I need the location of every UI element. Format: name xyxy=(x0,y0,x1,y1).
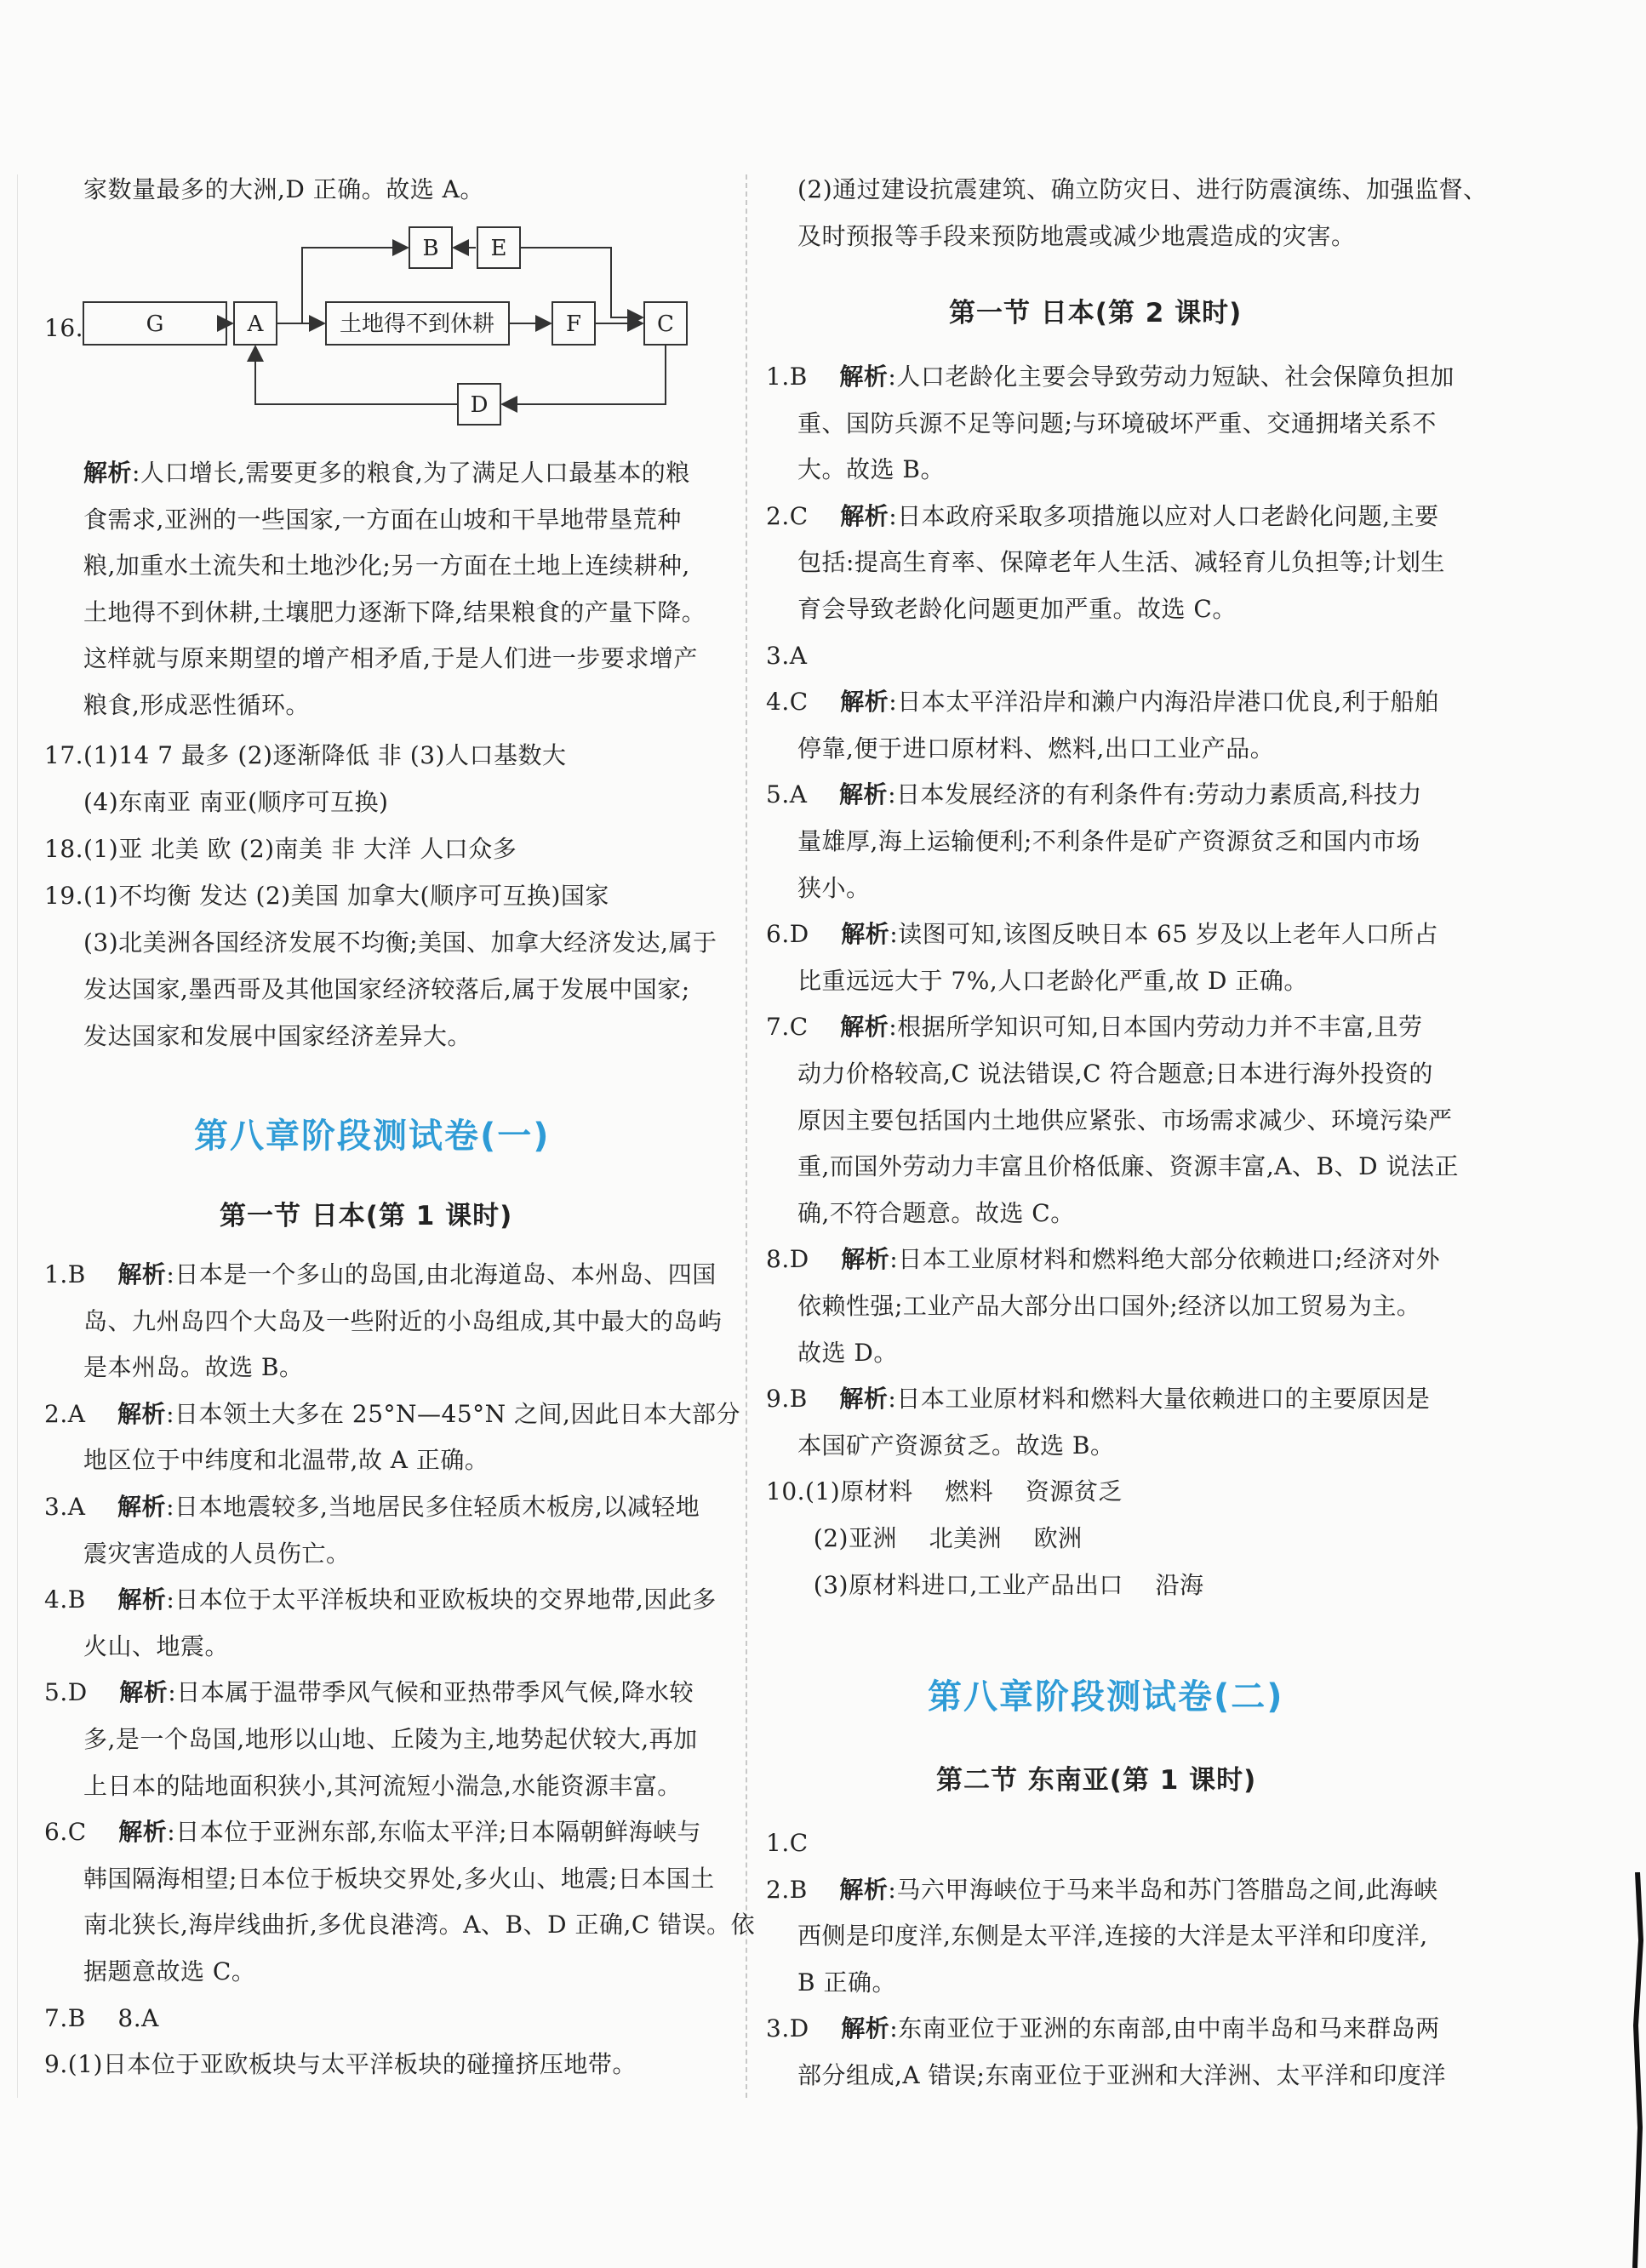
answer-text: 包括:提高生育率、保障老年人生活、减轻育儿负担等;计划生 xyxy=(797,548,1445,577)
answer-line xyxy=(797,1059,1433,1089)
answer-line xyxy=(83,1957,255,1987)
answer-line xyxy=(766,780,1422,810)
answer-line xyxy=(797,594,1237,625)
answer-text: 土地得不到休耕,土壤肥力逐渐下降,结果粮食的产量下降。 xyxy=(83,597,706,626)
answer-text: :日本位于太平洋板块和亚欧板块的交界地带,因此多 xyxy=(166,1585,717,1614)
item-number: 10.(1)原材料 燃料 资源贫乏 xyxy=(766,1477,1123,1506)
answer-text: :根据所学知识可知,日本国内劳动力并不丰富,且劳 xyxy=(889,1013,1423,1042)
analysis-keyword: 解析 xyxy=(118,1818,168,1847)
answer-text: :日本发展经济的有利条件有:劳动力素质高,科技力 xyxy=(888,780,1422,809)
analysis-keyword: 解析 xyxy=(840,501,889,530)
answer-line xyxy=(83,1910,755,1940)
answer-17-line2: (4)东南亚 南亚(顺序可互换) xyxy=(83,788,389,816)
analysis-keyword: 解析 xyxy=(117,1399,167,1428)
item-number: 8.D xyxy=(766,1245,842,1274)
analysis-keyword: 解析 xyxy=(117,1585,167,1614)
label-c: C xyxy=(657,311,674,337)
answer-text: 是本州岛。故选 B。 xyxy=(83,1353,304,1382)
answer-text: B 正确。 xyxy=(797,1968,896,1997)
answer-line xyxy=(797,1431,1114,1461)
item-number: 1.C xyxy=(766,1829,809,1857)
item-number: 2.A xyxy=(44,1399,118,1428)
answer-text: :日本是一个多山的岛国,由北海道岛、本州岛、四国 xyxy=(166,1260,717,1288)
answer-line xyxy=(797,1921,1428,1951)
item-number: 1.B xyxy=(766,363,840,391)
answer-text: :人口老龄化主要会导致劳动力短缺、社会保障负担加 xyxy=(888,363,1455,391)
answer-line xyxy=(797,826,1420,857)
answer-text: 确,不符合题意。故选 C。 xyxy=(797,1198,1075,1227)
answer-line xyxy=(797,1291,1420,1322)
answer-line xyxy=(83,1771,682,1802)
scan-shadow xyxy=(1612,1872,1646,2268)
analysis-keyword: 解析 xyxy=(840,1013,889,1042)
answer-text: 火山、地震。 xyxy=(83,1631,230,1660)
answer-line xyxy=(766,1828,809,1859)
answer-text: :日本位于亚洲东部,东临太平洋;日本隔朝鲜海峡与 xyxy=(167,1818,702,1847)
answer-line xyxy=(797,966,1308,997)
answer-line xyxy=(797,1523,1083,1554)
answer-text: 岛、九州岛四个大岛及一些附近的小岛组成,其中最大的岛屿 xyxy=(83,1306,723,1335)
item-number: 3.A xyxy=(44,1493,118,1521)
answer-line xyxy=(797,408,1437,439)
analysis-keyword: 解析 xyxy=(841,2014,890,2043)
answer-line xyxy=(797,1968,896,1998)
analysis-keyword: 解析 xyxy=(117,1493,167,1521)
answer-line xyxy=(44,1585,717,1615)
column-divider xyxy=(746,174,747,2098)
answer-line xyxy=(83,1631,229,1662)
answer-text: 粮,加重水土流失和土地沙化;另一方面在土地上连续耕种, xyxy=(83,551,690,580)
analysis-keyword: 解析 xyxy=(841,1245,890,1274)
answer-text: :东南亚位于亚洲的东南部,由中南半岛和马来群岛两 xyxy=(889,2014,1440,2043)
answer-line xyxy=(797,2060,1446,2091)
label-mid: 土地得不到休耕 xyxy=(339,311,495,337)
answer-text: 停靠,便于进口原材料、燃料,出口工业产品。 xyxy=(797,734,1275,763)
answer-text: 地区位于中纬度和北温带,故 A 正确。 xyxy=(83,1446,489,1475)
answer-text: 据题意故选 C。 xyxy=(83,1957,256,1985)
answer-line xyxy=(766,1012,1423,1043)
answer-line xyxy=(766,919,1438,950)
answer-19-line4: 发达国家和发展中国家经济差异大。 xyxy=(83,1022,472,1050)
answer-line xyxy=(83,597,706,628)
item-number: 4.B xyxy=(44,1585,118,1614)
answer-line xyxy=(797,1338,898,1368)
answer-line xyxy=(83,505,682,535)
analysis-keyword: 解析 xyxy=(119,1678,169,1707)
answer-text: :日本政府采取多项措施以应对人口老龄化问题,主要 xyxy=(889,501,1439,530)
answer-line xyxy=(44,1260,717,1290)
analysis-keyword: 解析 xyxy=(839,1875,889,1904)
section-title-2: 第一节 日本(第 2 课时) xyxy=(949,298,1243,328)
answer-text: 比重远远大于 7%,人口老龄化严重,故 D 正确。 xyxy=(797,966,1308,995)
answer-text: :日本领土大多在 25°N—45°N 之间,因此日本大部分 xyxy=(166,1399,740,1428)
label-f: F xyxy=(565,311,582,337)
label-d: D xyxy=(470,392,489,418)
question-number: 16. xyxy=(44,314,84,342)
flow-diagram xyxy=(79,217,726,433)
item-number: 1.B xyxy=(44,1260,118,1288)
label-g: G xyxy=(146,311,164,337)
text-line: 及时预报等手段来预防地震或减少地震造成的灾害。 xyxy=(797,222,1356,250)
answer-line xyxy=(83,551,690,581)
answer-text: 本国矿产资源贫乏。故选 B。 xyxy=(797,1431,1115,1460)
answer-text: 多,是一个岛国,地形以山地、丘陵为主,地势起伏较大,再加 xyxy=(83,1725,698,1753)
answer-line xyxy=(797,734,1274,764)
item-number: 7.C xyxy=(766,1013,841,1042)
answer-line xyxy=(766,1875,1438,1905)
answer-line xyxy=(44,2049,637,2080)
answer-line xyxy=(83,1539,351,1569)
answer-line xyxy=(766,501,1439,532)
answer-line xyxy=(766,1477,1123,1507)
answer-text: 韩国隔海相望;日本位于板块交界处,多火山、地震;日本国土 xyxy=(83,1864,715,1893)
answer-text: 依赖性强;工业产品大部分出口国外;经济以加工贸易为主。 xyxy=(797,1292,1421,1320)
answer-19-line3: 发达国家,墨西哥及其他国家经济较落后,属于发展中国家; xyxy=(83,975,690,1003)
answer-text: 西侧是印度洋,东侧是太平洋,连接的大洋是太平洋和印度洋, xyxy=(797,1922,1428,1951)
answer-text: 上日本的陆地面积狭小,其河流短小湍急,水能资源丰富。 xyxy=(83,1771,682,1800)
answer-line xyxy=(766,362,1455,392)
item-number: 9.B xyxy=(766,1385,840,1414)
answer-18: 18.(1)亚 北美 欧 (2)南美 非 大洋 人口众多 xyxy=(44,835,517,863)
answer-line xyxy=(44,1677,694,1708)
answer-text: :人口增长,需要更多的粮食,为了满足人口最基本的粮 xyxy=(132,459,690,487)
answer-text: 部分组成,A 错误;东南亚位于亚洲和大洋洲、太平洋和印度洋 xyxy=(797,2061,1446,2089)
analysis-keyword: 解析 xyxy=(839,363,889,391)
item-number: 2.B xyxy=(766,1875,840,1904)
chapter-title-1: 第八章阶段测试卷(一) xyxy=(194,1117,551,1156)
analysis-keyword: 解析 xyxy=(83,459,133,487)
answer-text: 狭小。 xyxy=(797,873,871,902)
item-number: (3)原材料进口,工业产品出口 沿海 xyxy=(797,1570,1204,1599)
answer-text: 育会导致老龄化问题更加严重。故选 C。 xyxy=(797,595,1237,623)
item-number: 5.D xyxy=(44,1678,120,1707)
answer-text: 量雄厚,海上运输便利;不利条件是矿产资源贫乏和国内市场 xyxy=(797,827,1420,855)
label-a: A xyxy=(247,311,264,337)
answer-line xyxy=(44,2003,159,2034)
answer-line xyxy=(766,687,1439,717)
answer-text: :日本太平洋沿岸和濑户内海沿岸港口优良,利于船舶 xyxy=(889,688,1439,717)
answer-text: :日本工业原材料和燃料大量依赖进口的主要原因是 xyxy=(888,1385,1431,1414)
answer-line xyxy=(797,873,871,904)
flow-diagram-svg xyxy=(79,217,726,430)
answer-line xyxy=(83,690,310,721)
answer-line xyxy=(797,454,945,485)
answer-text: 动力价格较高,C 说法错误,C 符合题意;日本进行海外投资的 xyxy=(797,1060,1433,1088)
answer-line xyxy=(766,1384,1430,1414)
answer-text: :日本属于温带季风气候和亚热带季风气候,降水较 xyxy=(168,1678,694,1707)
item-number: 5.A xyxy=(766,780,840,809)
analysis-keyword: 解析 xyxy=(841,920,890,949)
answer-line xyxy=(44,1492,700,1522)
answer-text: 大。故选 B。 xyxy=(797,455,945,484)
answer-line xyxy=(83,643,698,674)
answer-line xyxy=(83,1306,722,1337)
answer-line xyxy=(766,1244,1440,1275)
answer-text: 粮食,形成恶性循环。 xyxy=(83,690,310,719)
answer-text: 重,而国外劳动力丰富且价格低廉、资源丰富,A、B、D 说法正 xyxy=(797,1152,1459,1181)
analysis-keyword: 解析 xyxy=(117,1260,167,1288)
label-e: E xyxy=(490,236,507,261)
answer-line xyxy=(44,1817,701,1848)
answer-text: 这样就与原来期望的增产相矛盾,于是人们进一步要求增产 xyxy=(83,644,698,672)
text-line: 家数量最多的大洲,D 正确。故选 A。 xyxy=(83,175,484,203)
answer-line xyxy=(797,1105,1453,1136)
answer-text: 南北狭长,海岸线曲折,多优良港湾。A、B、D 正确,C 错误。依 xyxy=(83,1911,756,1940)
answer-text: :日本地震较多,当地居民多住轻质木板房,以减轻地 xyxy=(166,1493,700,1521)
answer-text: :马六甲海峡位于马来半岛和苏门答腊岛之间,此海峡 xyxy=(888,1875,1438,1904)
answer-text: :读图可知,该图反映日本 65 岁及以上老年人口所占 xyxy=(889,920,1439,949)
section-title-3: 第二节 东南亚(第 1 课时) xyxy=(936,1765,1257,1796)
answer-line xyxy=(83,458,690,488)
analysis-keyword: 解析 xyxy=(840,688,889,717)
answer-line xyxy=(83,1724,698,1755)
section-title-1: 第一节 日本(第 1 课时) xyxy=(220,1201,513,1231)
answer-text: 原因主要包括国内土地供应紧张、市场需求减少、环境污染严 xyxy=(797,1105,1453,1134)
answer-text: 故选 D。 xyxy=(797,1338,898,1367)
answer-line xyxy=(766,2014,1440,2044)
answer-text: 重、国防兵源不足等问题;与环境破坏严重、交通拥堵关系不 xyxy=(797,408,1437,437)
analysis-keyword: 解析 xyxy=(839,780,889,809)
answer-line xyxy=(83,1352,303,1383)
answer-line xyxy=(797,547,1445,578)
page-edge-line xyxy=(17,174,18,2098)
answer-line xyxy=(83,1445,489,1476)
item-number: 6.C xyxy=(44,1818,119,1847)
answer-line xyxy=(797,1198,1075,1229)
answer-line xyxy=(766,641,807,671)
answer-text: 震灾害造成的人员伤亡。 xyxy=(83,1539,351,1568)
answer-line xyxy=(797,1570,1203,1601)
item-number: 6.D xyxy=(766,920,842,949)
answer-line xyxy=(44,1399,740,1430)
text-line: (2)通过建设抗震建筑、确立防灾日、进行防震演练、加强监督、 xyxy=(797,175,1488,203)
answer-text: 食需求,亚洲的一些国家,一方面在山坡和干旱地带垦荒种 xyxy=(83,505,682,534)
answer-17-line1: 17.(1)14 7 最多 (2)逐渐降低 非 (3)人口基数大 xyxy=(44,741,567,769)
chapter-title-2: 第八章阶段测试卷(二) xyxy=(928,1677,1284,1717)
answer-19-line2: (3)北美洲各国经济发展不均衡;美国、加拿大经济发达,属于 xyxy=(83,928,717,957)
answer-19-line1: 19.(1)不均衡 发达 (2)美国 加拿大(顺序可互换)国家 xyxy=(44,882,609,910)
item-number: 9.(1)日本位于亚欧板块与太平洋板块的碰撞挤压地带。 xyxy=(44,2050,637,2079)
item-number: 4.C xyxy=(766,688,841,717)
item-number: 7.B 8.A xyxy=(44,2003,159,2032)
answer-line xyxy=(83,1864,715,1894)
analysis-keyword: 解析 xyxy=(839,1385,889,1414)
item-number: 3.A xyxy=(766,641,808,670)
answer-line xyxy=(797,1151,1459,1182)
label-b: B xyxy=(422,236,439,261)
item-number: 3.D xyxy=(766,2014,842,2043)
answer-text: :日本工业原材料和燃料绝大部分依赖进口;经济对外 xyxy=(889,1245,1441,1274)
item-number: 2.C xyxy=(766,501,841,530)
item-number: (2)亚洲 北美洲 欧洲 xyxy=(797,1524,1083,1552)
